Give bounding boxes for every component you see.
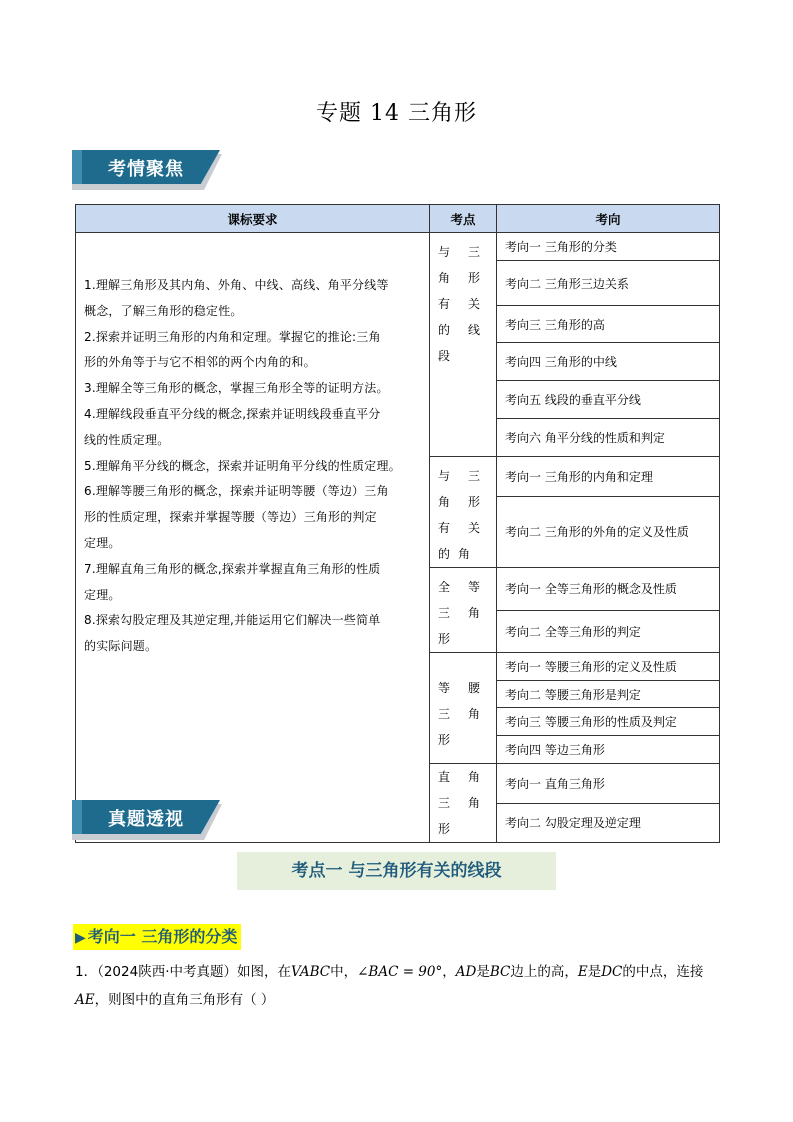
topic-cell: [430, 568, 497, 653]
section-banner-exam-focus: [72, 150, 228, 190]
question-part: 中，: [330, 964, 358, 980]
requirement-line: 的实际问题。: [84, 639, 158, 654]
direction-cell: 考向三 等腰三角形的性质及判定: [497, 708, 720, 736]
math-expr: DC: [601, 964, 623, 980]
topic-label: 直角三角形: [438, 770, 488, 836]
requirement-line: 2.探索并证明三角形的内角和定理。掌握它的推论:三角: [84, 329, 381, 344]
question-part: 边上的高，: [510, 964, 578, 980]
section-banner-real-exam: [72, 800, 228, 840]
header-requirements: 课标要求: [76, 205, 430, 233]
syllabus-table: [75, 204, 720, 843]
question-part: 是: [476, 964, 490, 980]
direction-cell: 考向二 全等三角形的判定: [497, 610, 720, 653]
question-part: ，则图中的直角三角形有（ ）: [94, 992, 275, 1008]
topic-cell: [430, 233, 497, 457]
direction-cell: 考向一 三角形的分类: [497, 233, 720, 261]
topic-cell: [430, 764, 497, 843]
topic-cell: [430, 457, 497, 568]
direction-cell: 考向一 等腰三角形的定义及性质: [497, 653, 720, 681]
direction-cell: 考向四 等边三角形: [497, 736, 720, 764]
requirement-line: 线的性质定理。: [84, 432, 170, 447]
header-direction: 考向: [497, 205, 720, 233]
triangle-pointer-icon: ▶: [75, 930, 86, 946]
direction-cell: 考向一 三角形的内角和定理: [497, 457, 720, 497]
direction-cell: 考向二 三角形的外角的定义及性质: [497, 496, 720, 567]
question-part: 是: [587, 964, 602, 980]
section-heading: 考点一 与三角形有关的线段: [237, 852, 556, 890]
topic-label: 与三角形有关的角: [438, 469, 488, 561]
question-part: 的中点，连接: [622, 964, 704, 980]
topic-label: 全等三角形: [438, 580, 488, 646]
question-text: [75, 958, 725, 1014]
math-expr: ∠BAC = 90°: [357, 964, 443, 980]
banner-label: 考情聚焦: [108, 159, 184, 180]
topic-label: 与三角形有关的线段: [438, 245, 488, 363]
direction-cell: 考向二 等腰三角形是判定: [497, 681, 720, 708]
table-header-row: [76, 205, 720, 233]
direction-cell: 考向四 三角形的中线: [497, 343, 720, 381]
requirement-line: 概念，了解三角形的稳定性。: [84, 303, 243, 318]
requirement-line: 定理。: [84, 587, 121, 602]
requirement-line: 定理。: [84, 535, 121, 550]
direction-cell: 考向二 三角形三边关系: [497, 261, 720, 306]
direction-heading: [73, 924, 241, 950]
math-expr: BC: [489, 964, 511, 980]
direction-cell: 考向五 线段的垂直平分线: [497, 381, 720, 419]
topic-cell: [430, 653, 497, 764]
requirement-line: 8.探索勾股定理及其逆定理,并能运用它们解决一些简单: [84, 613, 381, 628]
math-expr: E: [577, 964, 588, 980]
topic-label: 等腰三角形: [438, 681, 488, 747]
requirement-line: 5.理解角平分线的概念，探索并证明角平分线的性质定理。: [84, 458, 401, 473]
requirement-line: 4.理解线段垂直平分线的概念,探索并证明线段垂直平分: [84, 406, 381, 421]
requirement-line: 1.理解三角形及其内角、外角、中线、高线、角平分线等: [84, 278, 389, 292]
math-expr: AD: [455, 964, 477, 980]
banner-label: 真题透视: [108, 809, 184, 830]
page-title: 专题 14 三角形: [316, 101, 477, 126]
requirement-line: 形的性质定理，探索并掌握等腰（等边）三角形的判定: [84, 510, 377, 525]
direction-cell: 考向一 直角三角形: [497, 764, 720, 804]
math-expr: VABC: [291, 964, 331, 980]
requirements-cell: [76, 233, 430, 843]
requirement-line: 3.理解全等三角形的概念，掌握三角形全等的证明方法。: [84, 381, 389, 396]
requirement-line: 形的外角等于与它不相邻的两个内角的和。: [84, 355, 316, 370]
requirement-line: 7.理解直角三角形的概念,探索并掌握直角三角形的性质: [84, 561, 381, 576]
requirement-line: 6.理解等腰三角形的概念，探索并证明等腰（等边）三角: [84, 484, 389, 499]
header-topic: 考点: [430, 205, 497, 233]
direction-cell: 考向六 角平分线的性质和判定: [497, 419, 720, 457]
math-expr: AE: [75, 992, 95, 1008]
question-part: 1．（2024陕西·中考真题）如图，在: [75, 964, 291, 980]
direction-cell: 考向二 勾股定理及逆定理: [497, 803, 720, 843]
direction-heading-label: 考向一 三角形的分类: [87, 927, 238, 946]
question-part: ，: [442, 964, 456, 980]
direction-cell: 考向三 三角形的高: [497, 306, 720, 343]
direction-cell: 考向一 全等三角形的概念及性质: [497, 568, 720, 611]
